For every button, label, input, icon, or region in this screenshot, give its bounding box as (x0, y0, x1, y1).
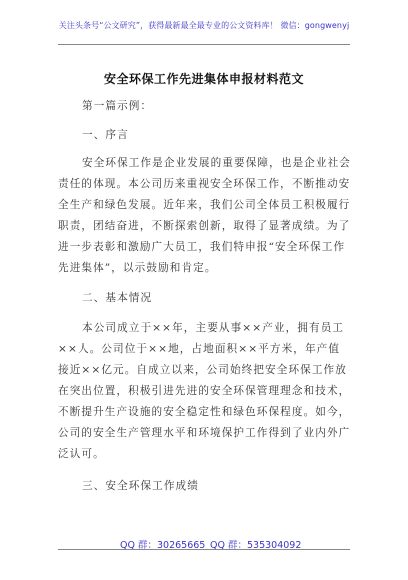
document-title: 安全环保工作先进集体申报材料范文 (103, 72, 304, 86)
section3-heading: 三、安全环保工作成绩 (82, 480, 199, 492)
paragraph-line: ××人。公司位于××地，占地面积××平方米，年产值 (58, 343, 341, 355)
footer-qq-group-left: QQ 群：30265665 (120, 540, 206, 551)
paragraph-line: 进一步表彰和激励广大员工，我们特申报“安全环保工作 (58, 241, 346, 253)
footer-qq-group-right: QQ 群：535304092 (210, 540, 302, 551)
paragraph-line: 本公司成立于××年，主要从事××产业，拥有员工 (82, 322, 345, 334)
example-label: 第一篇示例： (82, 100, 153, 112)
paragraph-line: 责任的体现。本公司历来重视安全环保工作，不断推动安 (58, 178, 351, 190)
paragraph-line: 先进集体”，以示鼓励和肯定。 (58, 262, 217, 274)
footer-divider (58, 549, 350, 550)
paragraph-line: 泛认可。 (58, 448, 105, 460)
paragraph-line: 公司的安全生产管理水平和环境保护工作得到了业内外广 (58, 427, 351, 439)
paragraph-line: 全生产和绿色发展。近年来，我们公司全体员工积极履行 (58, 199, 351, 211)
paragraph-line: 安全环保工作是企业发展的重要保障，也是企业社会 (82, 157, 351, 169)
paragraph-line: 职责，团结奋进，不断探索创新，取得了显著成绩。为了 (58, 220, 351, 232)
header-banner: 关注头条号“公文研究”，获得最新最全最专业的公文资料库！ 微信：gongwenyj (58, 21, 350, 30)
section2-heading: 二、基本情况 (82, 292, 153, 304)
paragraph-line: 接近××亿元。自成立以来，公司始终把安全环保工作放 (58, 364, 347, 376)
paragraph-line: 在突出位置，积极引进先进的安全环保管理理念和技术， (58, 385, 351, 397)
section1-heading: 一、序言 (82, 129, 129, 141)
paragraph-line: 不断提升生产设施的安全稳定性和绿色环保程度。如今， (58, 406, 351, 418)
header-divider (58, 44, 350, 45)
